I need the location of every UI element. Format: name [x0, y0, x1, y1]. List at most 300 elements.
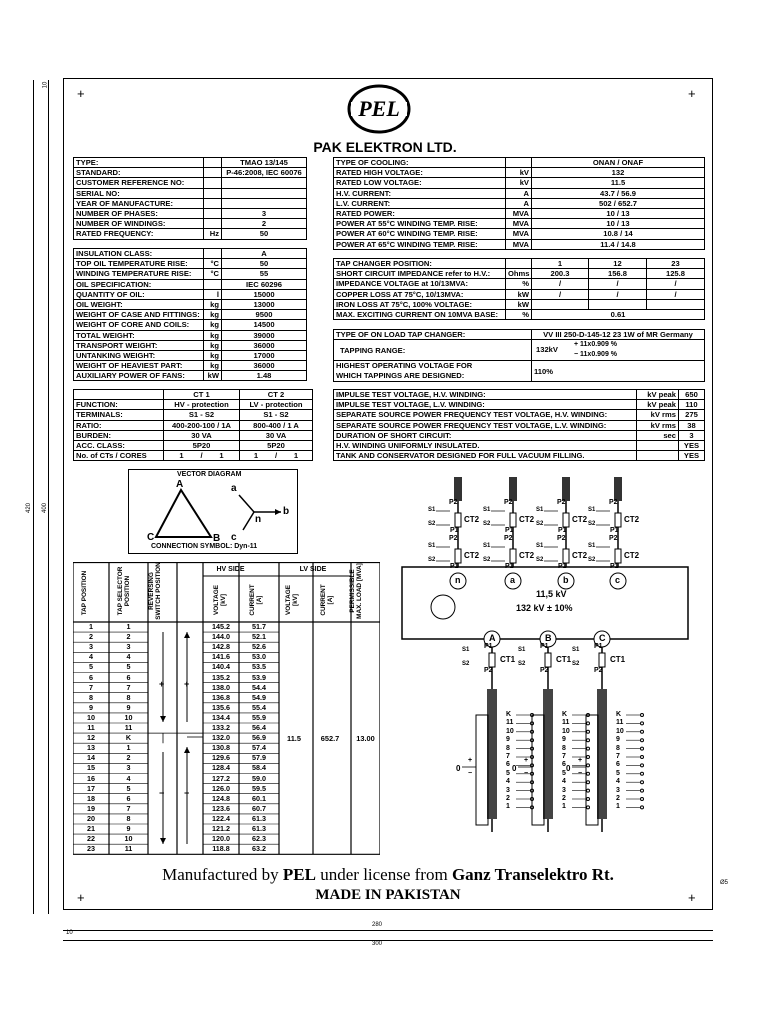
ct-s2-label: S2 [588, 521, 596, 527]
ct-s1-label: S1 [483, 507, 491, 513]
tap-cell: 62.3 [252, 834, 266, 844]
lv-current-value: 652.7 [320, 734, 340, 743]
table-row [74, 410, 313, 420]
row-label: OIL WEIGHT: [74, 299, 204, 309]
hole-diameter-label: Ø5 [720, 880, 729, 886]
tap-cell: 11 [124, 723, 133, 732]
cell-value: 5P20 [240, 440, 313, 450]
tap-cell: 58.4 [252, 763, 266, 773]
table-row [74, 371, 307, 381]
ct-p1-label: P1 [540, 643, 549, 650]
row-unit [204, 168, 222, 178]
row-value [589, 299, 647, 309]
table-row [74, 249, 307, 259]
row-unit [204, 178, 222, 188]
tap-cell: 52.6 [252, 642, 266, 652]
cell-value: S1 - S2 [164, 410, 240, 420]
tap-contact-icon [587, 764, 590, 767]
row-unit: l [204, 289, 222, 299]
row-value: / [647, 289, 705, 299]
ct-s2-label: S2 [483, 557, 491, 563]
tap-label: 2 [562, 795, 566, 802]
oltc-type-label: TYPE OF ON LOAD TAP CHANGER: [334, 330, 532, 340]
ct2-label: CT2 [464, 515, 480, 524]
row-unit: kV rms [637, 410, 679, 420]
row-label: RATED POWER: [334, 208, 506, 218]
row-unit: kV peak [637, 390, 679, 400]
ct-p2-label: P2 [504, 535, 513, 542]
ct-p1-label: P1 [610, 527, 619, 534]
ct-p1-label: P1 [450, 527, 459, 534]
row-value: 13000 [222, 299, 307, 309]
table-row [334, 208, 705, 218]
tap-label: 3 [562, 786, 566, 794]
tap-cell: 8 [89, 692, 93, 702]
row-value: 12 [589, 259, 647, 269]
tapping-range-label: TAPPING RANGE: [334, 340, 532, 361]
tap-label: 10 [562, 727, 570, 735]
reversing-minus-left: − [159, 788, 165, 798]
ct-p1-label: P1 [505, 563, 514, 570]
ct1-label: CT1 [610, 655, 626, 664]
tap-label: 10 [616, 727, 624, 735]
cores-value [164, 451, 240, 461]
tap-cell: 118.8 [212, 844, 230, 854]
tap-contact-icon [641, 789, 644, 792]
lv-terminal-label: b [563, 575, 569, 585]
tap-cell: 14 [87, 753, 95, 763]
tap-cell: 20 [87, 813, 95, 823]
tap-contact-icon [587, 730, 590, 733]
footer-text-a: Manufactured by [162, 865, 283, 884]
tap-cell: K [125, 733, 132, 743]
row-unit: kV rms [637, 420, 679, 430]
table-row [74, 259, 307, 269]
row-value: YES [679, 451, 705, 461]
tap-label: 9 [616, 736, 620, 744]
table-row [334, 178, 705, 188]
row-label: POWER AT 55°C WINDING TEMP. RISE: [334, 219, 506, 229]
ct-core-icon [455, 549, 461, 563]
row-value: 11.5 [532, 178, 705, 188]
tap-label: 6 [562, 761, 566, 769]
tap-cell: 17 [87, 783, 95, 793]
tap-label: 5 [616, 769, 620, 777]
cores-part: 1 [219, 451, 224, 461]
row-label: ACC. CLASS: [74, 440, 164, 450]
tap-cell: 6 [126, 672, 131, 682]
row-value [222, 188, 307, 198]
ct-p2-label: P2 [484, 667, 493, 674]
cores-value [240, 451, 313, 461]
row-value: 156.8 [589, 269, 647, 279]
lv-terminal-label: a [510, 575, 516, 585]
ct-s1-label: S1 [428, 507, 436, 513]
company-logo [347, 84, 411, 134]
row-value: 36000 [222, 340, 307, 350]
width-outer-label: 300 [372, 941, 383, 947]
tap-cell: 129.6 [212, 753, 230, 763]
row-label: TYPE OF COOLING: [334, 158, 506, 168]
ct-s1-label: S1 [536, 543, 544, 549]
reversing-plus-label: + [468, 757, 473, 764]
tap-label: 9 [562, 736, 566, 744]
ct-p1-label: P1 [594, 643, 603, 650]
tap-label: 3 [506, 786, 510, 794]
tap-cell: 144.0 [212, 632, 230, 642]
row-label: POWER AT 65°C WINDING TEMP. RISE: [334, 239, 506, 249]
hv-terminal-label: A [489, 633, 496, 643]
tap-cell: 135.2 [212, 672, 230, 682]
tap-label: 4 [562, 778, 566, 786]
ct-p1-label: P1 [505, 527, 514, 534]
row-value: 0.61 [532, 309, 705, 319]
row-label: TANK AND CONSERVATOR DESIGNED FOR FULL VACUUM FILLING. [334, 451, 637, 461]
tap-cell: 4 [126, 652, 131, 662]
tap-cell: 61.3 [252, 824, 266, 833]
tap-cell: 127.2 [212, 773, 230, 783]
row-value: YES [679, 440, 705, 450]
tap-cell: 4 [126, 773, 131, 783]
row-unit: °C [204, 269, 222, 279]
row-value: 14500 [222, 320, 307, 330]
tap-cell: 9 [89, 702, 93, 712]
tap-contact-icon [641, 781, 644, 784]
vector-diagram [128, 469, 298, 554]
row-unit: MVA [506, 239, 532, 249]
tap-label: K [506, 711, 512, 718]
tap-label: 11 [616, 719, 624, 727]
row-value: 50 [222, 229, 307, 239]
row-value: 200.3 [532, 269, 589, 279]
ct1-label: CT1 [556, 655, 572, 664]
row-unit: % [506, 279, 532, 289]
row-label: NUMBER OF PHASES: [74, 208, 204, 218]
lv-current-header: CURRENT [A] [320, 584, 334, 616]
manufactured-by-line [63, 865, 713, 885]
row-unit: kg [204, 320, 222, 330]
reversing-plus-right: + [184, 679, 190, 689]
row-label: SEPARATE SOURCE POWER FREQUENCY TEST VOLTAGE, L.V. WINDING: [334, 420, 637, 430]
tap-label: 5 [506, 769, 510, 777]
table-row [74, 208, 307, 218]
row-value: 3 [222, 208, 307, 218]
tap-label: 6 [616, 761, 620, 769]
row-unit: kg [204, 310, 222, 320]
tap-label: 11 [506, 719, 514, 727]
row-label: BURDEN: [74, 430, 164, 440]
lv-terminal-label: c [615, 575, 621, 585]
tap-contact-icon [587, 747, 590, 750]
tap-cell: 140.4 [212, 662, 230, 672]
row-value: 38 [679, 420, 705, 430]
row-label: WEIGHT OF HEAVIEST PART: [74, 361, 204, 371]
tap-label: 6 [506, 761, 510, 769]
arrow-head-icon [184, 632, 190, 638]
tap-label: 2 [506, 795, 510, 802]
tap-contact-icon [587, 789, 590, 792]
row-value: 15000 [222, 289, 307, 299]
width-dimension-line-outer [63, 940, 713, 941]
hv-current-header: CURRENT [A] [249, 584, 263, 616]
reversing-minus-label: − [524, 770, 529, 777]
row-value [222, 198, 307, 208]
cell-value: S1 - S2 [240, 410, 313, 420]
row-label: IMPEDANCE VOLTAGE at 10/13MVA: [334, 279, 506, 289]
reversing-plus-label: + [578, 757, 583, 764]
tap-cell: 1 [126, 622, 131, 631]
table-row [74, 330, 307, 340]
tap-cell: 18 [87, 793, 95, 803]
tap-cell: 12 [87, 733, 95, 743]
tap-label: 7 [616, 753, 620, 760]
tap-label: 4 [506, 778, 510, 786]
vector-label-B: B [213, 533, 221, 544]
row-unit [204, 219, 222, 229]
row-label: QUANTITY OF OIL: [74, 289, 204, 299]
hv-terminal-label: C [599, 633, 606, 643]
row-label: TYPE: [74, 158, 204, 168]
row-label: INSULATION CLASS: [74, 249, 204, 259]
ct-s1-label: S1 [428, 543, 436, 549]
table-row [74, 440, 313, 450]
table-row [334, 299, 705, 309]
bushing-icon [614, 477, 622, 501]
mounting-hole-icon: + [77, 86, 85, 101]
tap-cell: 9 [126, 702, 131, 712]
max-load-value: 13.00 [356, 734, 375, 743]
row-unit: kV [506, 178, 532, 188]
row-value: 17000 [222, 350, 307, 360]
cell-value: 30 VA [240, 430, 313, 440]
row-label: TOP OIL TEMPERATURE RISE: [74, 259, 204, 269]
permissible-load-header: PERMISSIBLE MAX. LOAD [MVA] [349, 563, 363, 619]
row-unit: kW [204, 371, 222, 381]
column-header: CT 1 [164, 390, 240, 400]
row-label: IRON LOSS AT 75°C, 100% VOLTAGE: [334, 299, 506, 309]
cores-part: 1 [179, 451, 184, 461]
tap-cell: 53.0 [252, 652, 266, 662]
ct2-label: CT2 [464, 551, 480, 560]
ct-core-icon [615, 549, 621, 563]
cell-value: LV - protection [240, 400, 313, 410]
row-label: FUNCTION: [74, 400, 164, 410]
row-label: RATED HIGH VOLTAGE: [334, 168, 506, 178]
tap-label: 1 [616, 803, 620, 811]
made-in-pakistan: MADE IN PAKISTAN [315, 887, 461, 903]
row-label: TRANSPORT WEIGHT: [74, 340, 204, 350]
row-value [222, 178, 307, 188]
tapping-range-value [532, 340, 705, 361]
ct2-label: CT2 [519, 551, 535, 560]
ct-core-icon [563, 513, 569, 527]
row-label: AUXILIARY POWER OF FANS: [74, 371, 204, 381]
oltc-type-value: VV III 250-D-145-12 23 1W of MR Germany [532, 330, 705, 340]
row-unit [204, 188, 222, 198]
row-unit: kV [506, 168, 532, 178]
row-value: 132 [532, 168, 705, 178]
tap-cell: 13 [87, 743, 95, 753]
table-row [74, 299, 307, 309]
row-label: IMPULSE TEST VOLTAGE, H.V. WINDING: [334, 390, 637, 400]
cores-part: 1 [293, 451, 299, 461]
tap-label: 9 [506, 736, 510, 744]
highest-voltage-label: HIGHEST OPERATING VOLTAGE FOR WHICH TAPPINGS ARE DESIGNED: [334, 361, 532, 382]
tap-contact-icon [641, 772, 644, 775]
tap-cell: 121.2 [212, 824, 230, 833]
ct-s2-label: S2 [483, 521, 491, 527]
row-value: 10 / 13 [532, 219, 705, 229]
tap-label: 8 [562, 744, 566, 752]
row-label: YEAR OF MANUFACTURE: [74, 198, 204, 208]
ct-p2-label: P2 [504, 499, 513, 506]
ct-s2-label: S2 [588, 557, 596, 563]
connection-symbol: CONNECTION SYMBOL: Dyn-11 [151, 543, 258, 550]
row-value: / [589, 289, 647, 299]
row-value: / [589, 279, 647, 289]
ct-core-icon [510, 549, 516, 563]
tap-cell: 4 [89, 652, 93, 662]
row-unit [637, 451, 679, 461]
row-label: UNTANKING WEIGHT: [74, 350, 204, 360]
table-row [74, 310, 307, 320]
height-dimension-label: 420 [26, 502, 33, 514]
tap-cell: 128.4 [212, 763, 230, 773]
tap-cell: 61.3 [252, 813, 266, 823]
row-label: H.V. CURRENT: [334, 188, 506, 198]
row-unit [204, 208, 222, 218]
table-row [334, 400, 705, 410]
row-label: WEIGHT OF CASE AND FITTINGS: [74, 310, 204, 320]
tap-cell: 53.9 [252, 672, 266, 682]
table-row [74, 289, 307, 299]
row-value: 125.8 [647, 269, 705, 279]
row-value: 55 [222, 269, 307, 279]
table-row [74, 430, 313, 440]
row-unit: kW [506, 299, 532, 309]
row-unit: kg [204, 340, 222, 350]
ct-s1-label: S1 [518, 647, 526, 653]
tap-contact-icon [641, 730, 644, 733]
row-value: / [647, 279, 705, 289]
row-label: WINDING TEMPERATURE RISE: [74, 269, 204, 279]
tap-label: 7 [506, 753, 510, 760]
reversing-minus-label: − [578, 770, 583, 777]
vector-label-c: c [231, 532, 237, 543]
ct-s1-label: S1 [483, 543, 491, 549]
row-value: / [532, 279, 589, 289]
table-row [334, 259, 705, 269]
row-value: / [532, 289, 589, 299]
row-unit: Ohms [506, 269, 532, 279]
tap-contact-icon [587, 756, 590, 759]
tap-label: 5 [562, 769, 566, 777]
footer-pel: PEL [282, 865, 316, 884]
row-unit [506, 259, 532, 269]
row-value: 275 [679, 410, 705, 420]
tap-cell: 59.0 [252, 773, 266, 783]
tap-cell: 120.0 [212, 834, 230, 844]
hv-rating: 132 kV ± 10% [516, 603, 573, 613]
row-value: A [222, 249, 307, 259]
table-row [334, 279, 705, 289]
ct-core-icon [615, 513, 621, 527]
tap-contact-icon [587, 798, 590, 801]
table-row [74, 320, 307, 330]
ct2-label: CT2 [624, 551, 640, 560]
tap-contact-icon [587, 781, 590, 784]
tap-cell: 10 [124, 712, 133, 722]
top-offset-label: 10 [42, 81, 49, 89]
hv-terminal-label: B [545, 633, 552, 643]
row-value: 110 [679, 400, 705, 410]
tapping-range-kv: 132kV [536, 345, 558, 355]
tap-cell: 7 [126, 682, 131, 692]
ct-p1-label: P1 [558, 527, 567, 534]
wiring-schematic [398, 467, 708, 867]
table-row [74, 219, 307, 229]
table-row [74, 279, 307, 289]
tap-cell: 6 [89, 672, 93, 682]
tap-winding-icon [476, 715, 488, 825]
row-unit: % [506, 309, 532, 319]
lv-voltage-value: 11.5 [287, 734, 301, 743]
vector-label-a: a [231, 483, 237, 494]
tap-cell: 141.6 [212, 652, 230, 662]
table-row [334, 420, 705, 430]
tap-cell: 126.0 [212, 783, 230, 793]
tap-cell: 57.4 [252, 743, 266, 753]
tap-contact-icon [641, 722, 644, 725]
tap-label: 3 [616, 786, 620, 794]
tap-cell: 3 [89, 642, 93, 652]
row-unit: kg [204, 350, 222, 360]
footer-licensor: Ganz Transelektro Rt. [451, 865, 614, 884]
tap-position-table [73, 562, 380, 856]
hv-voltage-header: VOLTAGE [kV] [213, 585, 227, 615]
tap-cell: 122.4 [212, 813, 230, 823]
tap-cell: 23 [87, 844, 95, 854]
row-unit: MVA [506, 229, 532, 239]
table-row [74, 420, 313, 430]
row-label: COPPER LOSS AT 75°C, 10/13MVA: [334, 289, 506, 299]
ct-s2-label: S2 [536, 521, 544, 527]
ct-core-icon [455, 513, 461, 527]
tap-cell: 22 [87, 834, 95, 844]
tap-cell: 132.0 [212, 733, 230, 743]
ct-s2-label: S2 [536, 557, 544, 563]
highest-voltage-value: 110% [532, 361, 705, 382]
row-label: L.V. CURRENT: [334, 198, 506, 208]
ct2-label: CT2 [572, 551, 588, 560]
cell-value: 5P20 [164, 440, 240, 450]
row-value: 1 [532, 259, 589, 269]
cores-part: / [274, 451, 278, 461]
row-unit [637, 440, 679, 450]
row-value: 23 [647, 259, 705, 269]
row-value: ONAN / ONAF [532, 158, 705, 168]
ct-p2-label: P2 [449, 499, 458, 506]
tap-cell: 15 [87, 763, 95, 773]
tap-cell: 10 [124, 834, 133, 844]
tap-cell: 11 [87, 723, 95, 732]
column-header [74, 390, 164, 400]
tap-cell: 138.0 [212, 682, 230, 692]
row-value: IEC 60296 [222, 279, 307, 289]
tap-cell: 123.6 [212, 803, 230, 813]
tap-cell: 55.4 [252, 702, 266, 712]
cores-part: 1 [253, 451, 259, 461]
